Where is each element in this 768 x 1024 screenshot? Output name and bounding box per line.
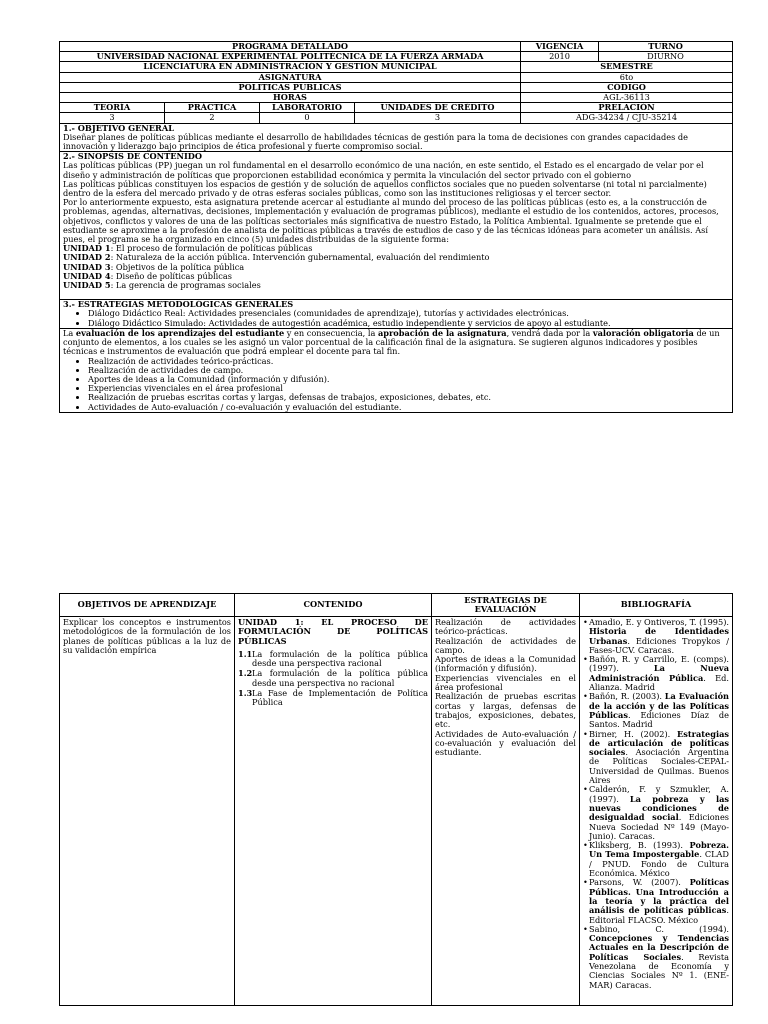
program-title: PROGRAMA DETALLADO (60, 42, 521, 52)
eval-line: Aportes de ideas a la Comunidad (información y difusión). (435, 654, 576, 674)
laboratorio-value: 0 (260, 113, 355, 123)
university-name: UNIVERSIDAD NACIONAL EXPERIMENTAL POLITÉCNICA DE LA FUERZA ARMADA (60, 52, 521, 62)
contenido-cell (235, 617, 432, 1006)
eval-line: Realización de actividades de campo. (435, 635, 576, 655)
subunit-item: 1.3 La Fase de Implementación de Política Pública (238, 688, 428, 708)
sinopsis-paragraph: Por lo anteriormente expuesto, esta asignatura pretende acercar al estudiante al mundo del proceso de las políticas públicas (esto es, a la construcción de problemas, agendas, alternativas, decisiones, implementación y evaluación de programas públicos), mediante el estudio de los contenidos, actores, procesos, objetivos, conflictos y valores de una de las políticas sectoriales más significativa de nuestro Estado, la Política Ambiental. Igualmente se pretende que el estudiante se aproxime a la profesión de analista de políticas públicas a través de estudios de caso y de las técnicas idóneas para acometer un análisis. Así pues, el programa se ha organizado en cinco (5) unidades distribuidas de la siguiente forma: (63, 197, 719, 245)
bibliography-item: • Bañón, R. y Carrillo, E. (comps). (1997). La Nueva Administración Pública. Ed. Alianza. Madrid (589, 655, 729, 692)
estrategias-list (63, 309, 729, 327)
evaluacion-section (60, 328, 733, 412)
program-header-table (59, 41, 733, 413)
sinopsis-unit: UNIDAD 4: Diseño de políticas públicas (63, 270, 232, 281)
sinopsis-unit: UNIDAD 5: La gerencia de programas sociales (63, 280, 261, 291)
estrategias-section (60, 300, 733, 329)
eval-line: Realización de actividades teórico-prácticas. (435, 617, 576, 637)
semestre-label: SEMESTRE (521, 62, 733, 72)
creditos-value: 3 (355, 113, 521, 123)
col-header-objetivos: OBJETIVOS DE APRENDIZAJE (60, 594, 235, 617)
bibliography-item: • Kliksberg, B. (1993). Pobreza. Un Tema Impostergable. CLAD / PNUD. Fondo de Cultura Económica. México (589, 841, 729, 878)
subunit-item: 1.2 La formulación de la política pública desde una perspectiva no racional (238, 668, 428, 688)
horas-label: HORAS (60, 93, 521, 103)
sinopsis-unit: UNIDAD 1: El proceso de formulación de políticas públicas (63, 243, 313, 254)
estrategias-title: 3.- ESTRATEGIAS METODOLÓGICAS GENERALES (63, 299, 294, 310)
bibliography-list (583, 618, 729, 990)
subunit-item: 1.1 La formulación de la política pública desde una perspectiva racional (238, 648, 428, 669)
codigo-value: AGL-36113 (521, 93, 733, 103)
asignatura-value: POLITICAS PUBLICAS (60, 82, 521, 92)
career-name: LICENCIATURA EN ADMINISTRACIÓN Y GESTIÓN MUNICIPAL (60, 62, 521, 72)
sinopsis-title: 2.- SINOPSIS DE CONTENIDO (63, 151, 203, 162)
objetivo-text: Diseñar planes de políticas públicas mediante el desarrollo de habilidades técnicas de gestión para la toma de decisiones con grandes capacidades de innovación y liderazgo bajo principios de ética profesional y fuerte compromiso social. (63, 131, 688, 152)
prelacion-label: PRELACIÓN (521, 103, 733, 113)
practica-value: 2 (165, 113, 260, 123)
list-item: • Diálogo Didáctico Simulado: Actividades de autogestión académica, estudio independiente y servicios de apoyo al estudiante. (88, 319, 729, 328)
list-item: • Experiencias vivenciales en el área profesional (88, 384, 729, 393)
vigencia-value: 2010 (521, 52, 599, 62)
objetivo-title: 1.- OBJETIVO GENERAL (63, 123, 174, 133)
bibliography-item: • Bañón, R. (2003). La Evaluación de la acción y de las Políticas Públicas. Ediciones Díaz de Santos. Madrid (589, 692, 729, 729)
list-item: • Actividades de Auto-evaluación / co-evaluación y evaluación del estudiante. (88, 403, 729, 412)
bibliography-item: • Sabino, C. (1994). Concepciones y Tendencias Actuales en la Descripción de Políticas Sociales. Revista Venezolana de Economía y Ciencias Sociales Nº 1. (ENE-MAR) Caracas. (589, 925, 729, 990)
bibliography-item: • Calderón, F. y Szmukler, A. (1997). La pobreza y las nuevas condiciones de desigualdad social. Ediciones Nueva Sociedad Nº 149 (Mayo-Junio). Caracas. (589, 785, 729, 841)
turno-value: DIURNO (599, 52, 733, 62)
eval-line: Actividades de Auto-evaluación / co-evaluación y evaluación del estudiante. (435, 728, 576, 758)
turno-label: TURNO (599, 42, 733, 52)
col-header-estrategias: ESTRATEGIAS DE EVALUACIÓN (432, 594, 580, 617)
sinopsis-paragraph: Las políticas públicas constituyen los espacios de gestión y de solución de aquellos conflictos sociales que no pueden solventarse (ni total ni parcialmente) dentro de la esfera del mercado privado y de otras esferas sociales públicas, como son las instituciones religiosas y el tercer sector. (63, 178, 707, 199)
evaluacion-intro: La evaluación de los aprendizajes del estudiante y en consecuencia, la aprobación de la asignatura, vendrá dada por la valoración obligatoria de un conjunto de elementos, a los cuales se les asignó un valor porcentual de la calificación final de la asignatura. Se sugieren algunos indicadores y posibles técnicas e instrumentos de evaluación que podrá emplear el docente para tal fin. (63, 328, 720, 357)
semestre-value: 6to (521, 72, 733, 82)
list-item: • Realización de actividades de campo. (88, 366, 729, 375)
eval-line: Realización de pruebas escritas cortas y largas, defensas de trabajos, exposiciones, debates, etc. (435, 691, 576, 730)
sinopsis-unit: UNIDAD 3: Objetivos de la política pública (63, 261, 245, 272)
eval-line: Experiencias vivenciales en el área profesional (435, 672, 576, 693)
list-item: • Realización de pruebas escritas cortas y largas, defensas de trabajos, exposiciones, debates, etc. (88, 393, 729, 402)
teoria-value: 3 (60, 113, 165, 123)
list-item: • Aportes de ideas a la Comunidad (información y difusión). (88, 375, 729, 384)
creditos-label: UNIDADES DE CRÉDITO (355, 103, 521, 113)
col-header-contenido: CONTENIDO (235, 594, 432, 617)
prelacion-value: ADG-34234 / CJU-35214 (521, 113, 733, 123)
sinopsis-unit: UNIDAD 2: Naturaleza de la acción pública. Intervención gubernamental, evaluación del rendimiento (63, 252, 490, 263)
bibliography-item: • Birner, H. (2002). Estrategias de articulación de políticas sociales. Asociación Argentina de Políticas Sociales-CEPAL- Universidad de Quilmas. Buenos Aires (589, 730, 729, 786)
list-item: • Realización de actividades teórico-prácticas. (88, 357, 729, 366)
list-item: • Diálogo Didáctico Real: Actividades presenciales (comunidades de aprendizaje), tutorías y actividades electrónicas. (88, 309, 729, 318)
col-header-bibliografia: BIBLIOGRAFÍA (580, 594, 733, 617)
estrategias-cell (432, 617, 580, 1006)
objetivo-section (60, 123, 733, 152)
vigencia-label: VIGENCIA (521, 42, 599, 52)
practica-label: PRÁCTICA (165, 103, 260, 113)
unit-detail-table (59, 593, 733, 1006)
bibliography-item: • Parsons, W. (2007). Políticas Públicas. Una Introducción a la teoría y la práctica del análisis de políticas públicas. Editorial FLACSO. México (589, 878, 729, 924)
evaluacion-list (63, 357, 729, 412)
asignatura-label: ASIGNATURA (60, 72, 521, 82)
sinopsis-paragraph: Las políticas públicas (PP) juegan un rol fundamental en el desarrollo económico de una nación, en este sentido, el Estado es el encargado de velar por el diseño y administración de políticas que proporcionen estabilidad económica y permita la vinculación del sector privado con el gobierno (63, 160, 704, 180)
bibliography-item: • Amadio, E. y Ontiveros, T. (1995). Historia de Identidades Urbanas. Ediciones Tropykos / Fases-UCV. Caracas. (589, 618, 729, 655)
laboratorio-label: LABORATORIO (260, 103, 355, 113)
codigo-label: CÓDIGO (521, 82, 733, 92)
bibliografia-cell (580, 617, 733, 1006)
teoria-label: TEORÍA (60, 103, 165, 113)
unit-title: UNIDAD 1: EL PROCESO DE FORMULACIÓN DE POLÍTICAS PÚBLICAS (238, 617, 428, 646)
objetivo-aprendizaje: Explicar los conceptos e instrumentos metodológicos de la formulación de los planes de políticas públicas a la luz de su validación empírica (60, 617, 235, 1006)
sinopsis-section (60, 152, 733, 300)
